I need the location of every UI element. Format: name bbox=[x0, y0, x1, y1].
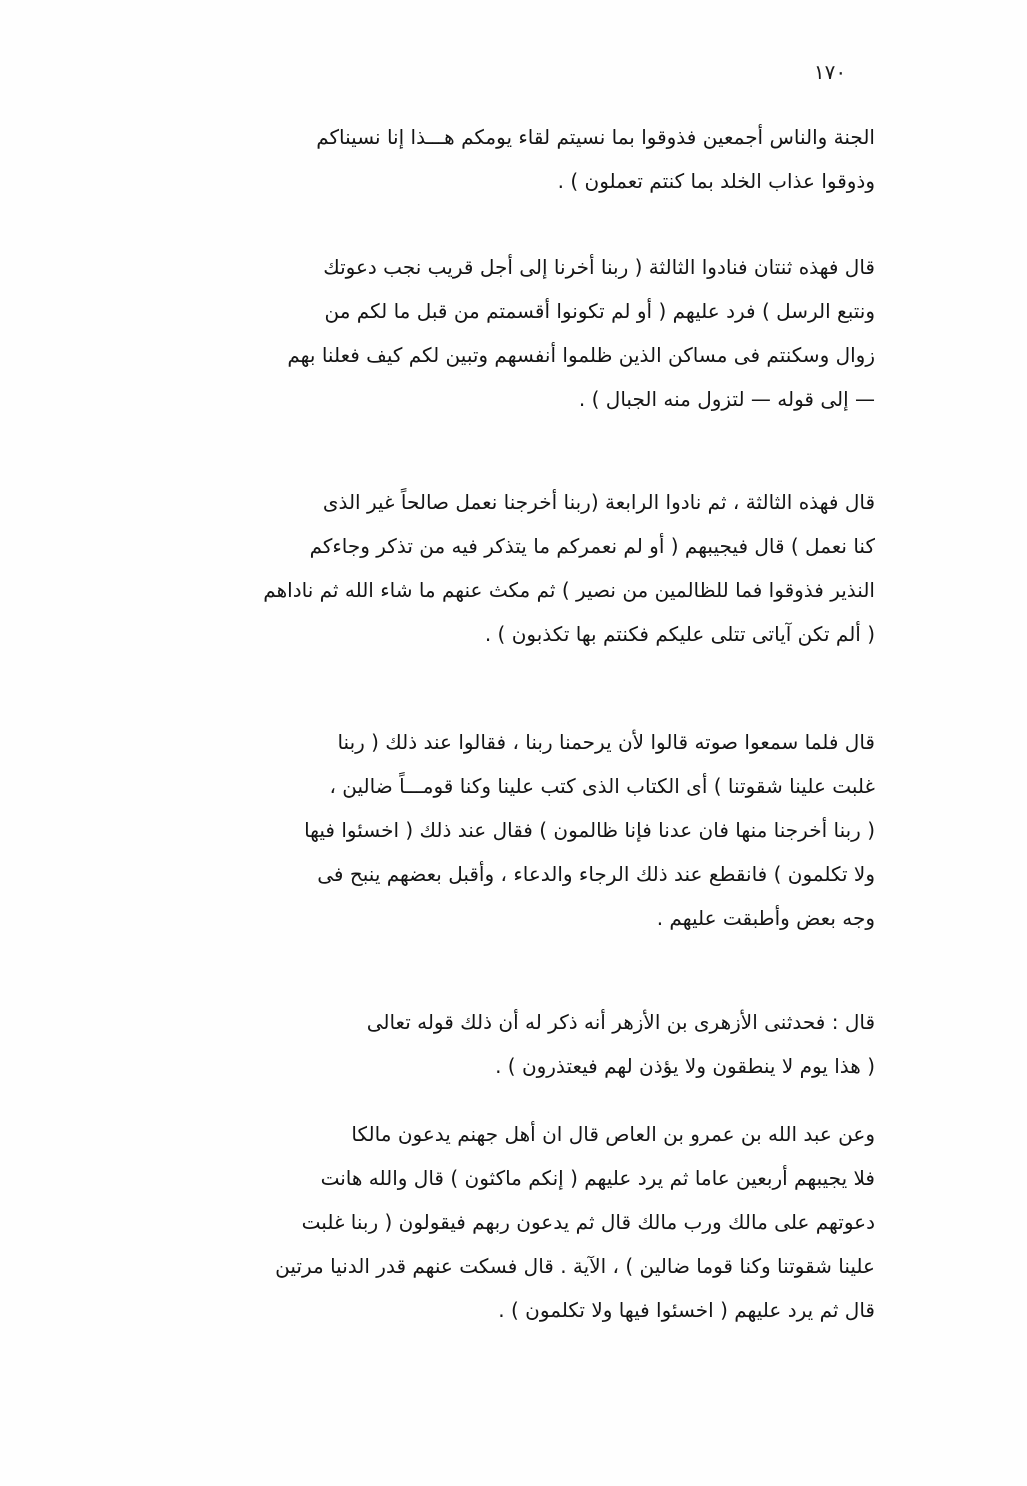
text-line: كنا نعمل ) قال فيجيبهم ( أو لم نعمركم ما يتذكر فيه من تذكر وجاءكم bbox=[309, 534, 875, 558]
text-line: قال فهذه ثنتان فنادوا الثالثة ( ربنا أخرنا إلى أجل قريب نجب دعوتك bbox=[323, 255, 875, 279]
text-line: ولا تكلمون ) فانقطع عند ذلك الرجاء والدعاء ، وأقبل بعضهم ينبح فى bbox=[317, 862, 875, 886]
paragraph-3 bbox=[150, 480, 875, 656]
text-line: الجنة والناس أجمعين فذوقوا بما نسيتم لقاء يومكم هـــذا إنا نسيناكم bbox=[316, 125, 875, 149]
text-line: — إلى قوله — لتزول منه الجبال ) . bbox=[578, 387, 875, 411]
text-line: دعوتهم على مالك ورب مالك قال ثم يدعون ربهم فيقولون ( ربنا غلبت bbox=[301, 1210, 875, 1234]
text-line: وذوقوا عذاب الخلد بما كنتم تعملون ) . bbox=[557, 169, 875, 193]
text-line: فلا يجيبهم أربعين عاما ثم يرد عليهم ( إنكم ماكثون ) قال والله هانت bbox=[320, 1166, 875, 1190]
text-line: ( هذا يوم لا ينطقون ولا يؤذن لهم فيعتذرون ) . bbox=[495, 1054, 875, 1078]
text-line: ( ألم تكن آياتى تتلى عليكم فكنتم بها تكذبون ) . bbox=[484, 622, 875, 646]
text-line: غلبت علينا شقوتنا ) أى الكتاب الذى كتب علينا وكنا قومـــاً ضالين ، bbox=[329, 774, 875, 798]
text-line: زوال وسكنتم فى مساكن الذين ظلموا أنفسهم وتبين لكم كيف فعلنا بهم bbox=[287, 343, 875, 367]
text-line: قال : فحدثنى الأزهرى بن الأزهر أنه ذكر له أن ذلك قوله تعالى bbox=[366, 1010, 875, 1034]
text-line: النذير فذوقوا فما للظالمين من نصير ) ثم مكث عنهم ما شاء الله ثم ناداهم bbox=[263, 578, 875, 602]
text-line: وجه بعض وأطبقت عليهم . bbox=[656, 906, 875, 930]
text-line: قال فلما سمعوا صوته قالوا لأن يرحمنا ربنا ، فقالوا عند ذلك ( ربنا bbox=[337, 730, 875, 754]
paragraph-2 bbox=[150, 245, 875, 421]
text-line: ( ربنا أخرجنا منها فان عدنا فإنا ظالمون ) فقال عند ذلك ( اخسئوا فيها bbox=[304, 818, 875, 842]
paragraph-6 bbox=[150, 1112, 875, 1332]
page-number: ١٧٠ bbox=[813, 60, 847, 84]
paragraph-5 bbox=[150, 1000, 875, 1088]
paragraph-1 bbox=[150, 115, 875, 203]
text-line: قال فهذه الثالثة ، ثم نادوا الرابعة (ربنا أخرجنا نعمل صالحاً غير الذى bbox=[322, 490, 875, 514]
text-line: وعن عبد الله بن عمرو بن العاص قال ان أهل جهنم يدعون مالكا bbox=[351, 1122, 875, 1146]
paragraph-4 bbox=[150, 720, 875, 940]
text-line: ونتبع الرسل ) فرد عليهم ( أو لم تكونوا أقسمتم من قبل ما لكم من bbox=[324, 299, 875, 323]
text-line: علينا شقوتنا وكنا قوما ضالين ) ، الآية . قال فسكت عنهم قدر الدنيا مرتين bbox=[275, 1254, 875, 1278]
text-line: قال ثم يرد عليهم ( اخسئوا فيها ولا تكلمون ) . bbox=[498, 1298, 875, 1322]
